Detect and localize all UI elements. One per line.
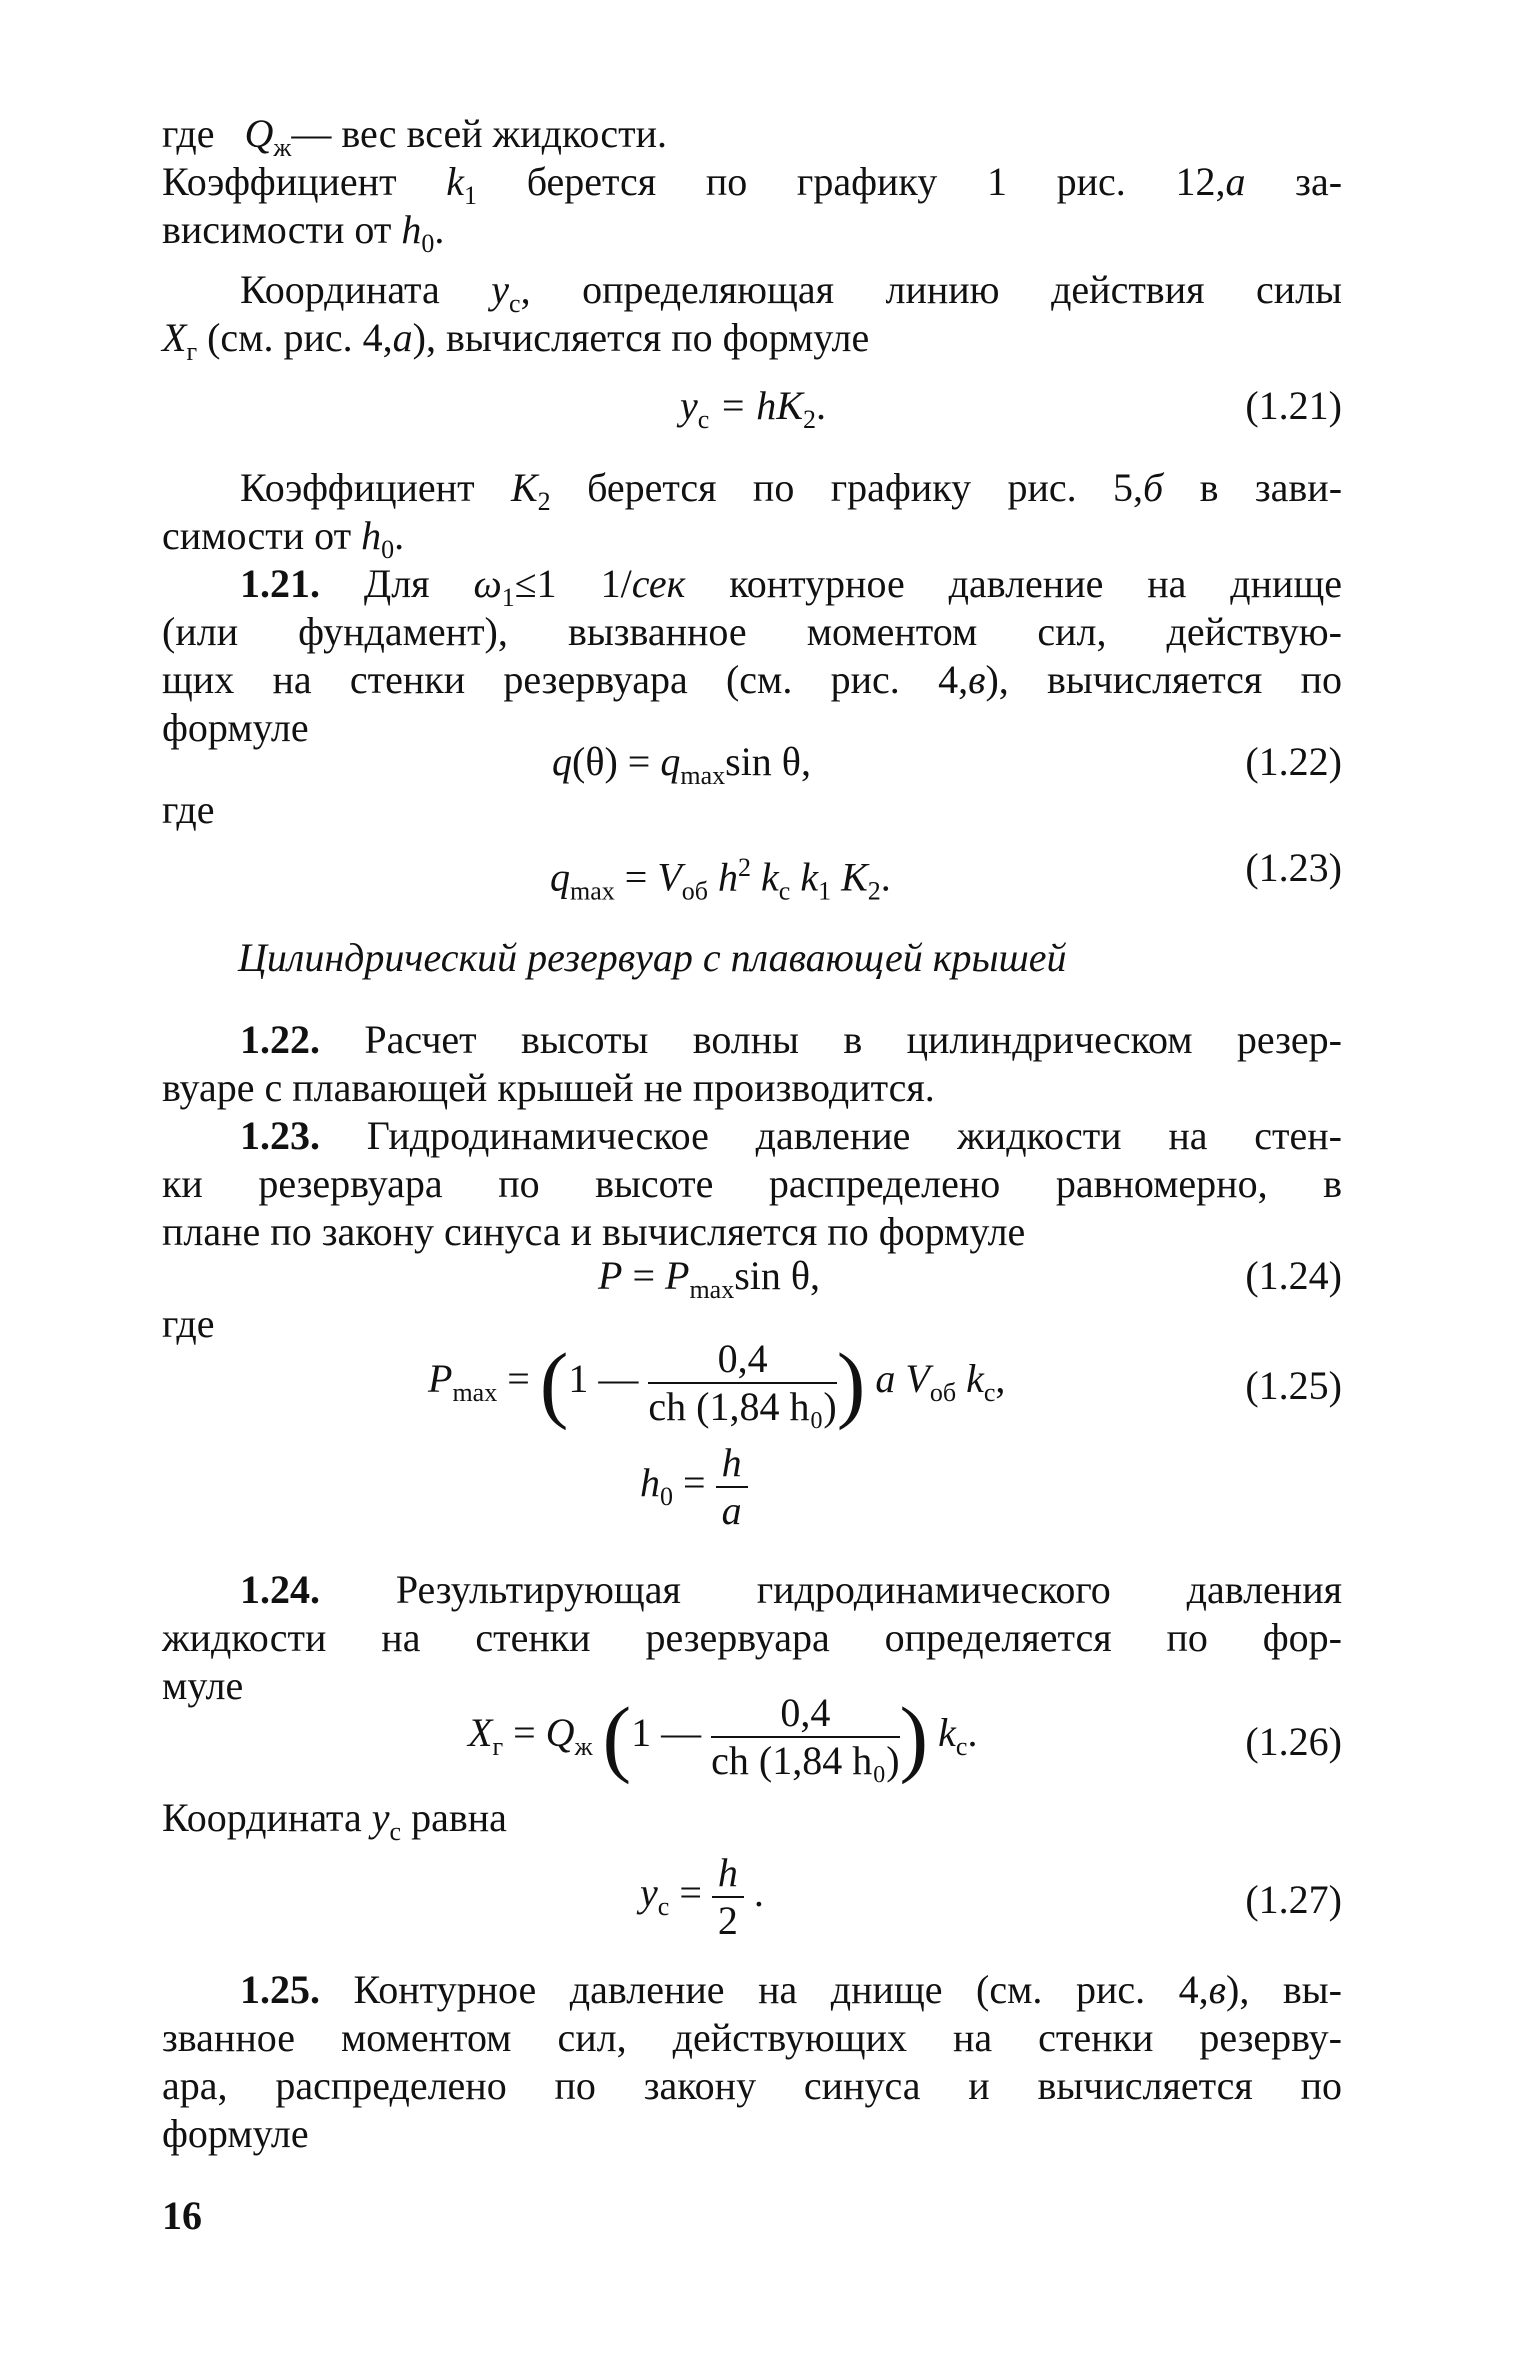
text-line: званное моментом сил, действующих на стенки резерву- [162,2015,1342,2060]
equation-number: (1.21) [1245,383,1342,428]
text-line: где [162,787,215,832]
equation: $q_{max} = V_{об}$ $h^2$ $k_c$ $k_1$ $K_2$. [550,853,891,906]
equation-number: (1.23) [1245,845,1342,890]
equation: $q(\theta) = q_{max}\sin$ θ, [552,739,811,790]
equation-number: (1.26) [1245,1719,1342,1764]
text-line: где [162,1301,215,1346]
text-line: вуаре с плавающей крышей не производится. [162,1065,935,1110]
text-line: ки резервуара по высоте распределено равномерно, в [162,1161,1342,1206]
text-line: 1.25. Контурное давление на днище (см. рис. 4,в), вы- [240,1967,1342,2012]
text-line: 1.24. Результирующая гидродинамического давления [240,1567,1342,1612]
text-line: 1.21. Для $\omega_1\le 1$ 1/сек контурное давление на днище [240,561,1343,612]
text-line: плане по закону синуса и вычисляется по формуле [162,1209,1026,1254]
text-line: формуле [162,2111,309,2156]
text-line: жидкости на стенки резервуара определяется по фор- [162,1615,1342,1660]
equation-number: (1.22) [1245,739,1342,784]
text-line: щих на стенки резервуара (см. рис. 4,в), вычисляется по [162,657,1342,702]
equation: $y_c$ = $\frac{h}{2}$ . [640,1850,764,1943]
text-line: муле [162,1663,244,1708]
text-line: ара, распределено по закону синуса и вычисляется по [162,2063,1342,2108]
text-line: симости от $h_0$. [162,513,405,564]
text-line: где $Q_ж—$ вес всей жидкости. [162,111,668,162]
equation: $P_{max} = (1$ — $\frac{0,4}{\text{ch (1,84 h₀)}}$ ) a $V_{об}$ $k_c$, [428,1335,1006,1431]
page-number: 16 [162,2193,202,2238]
text-line: Координата $y_c$ равна [162,1795,507,1846]
equation: $y_c = hK_2$. [680,383,826,434]
text-line: Коэффициент $K_2$ берется по графику рис. 5,б в зави- [240,465,1343,516]
text-line: Координата $y_c$, определяющая линию действия силы [240,267,1342,318]
equation: $X_г = Q_ж$ (1 — $\frac{0,4}{\text{ch (1,84 h₀)}}$ ) $k_c$. [468,1689,978,1785]
text-line: висимости от $h_0$. [162,207,445,258]
text-line: 1.23. Гидродинамическое давление жидкости на стен- [240,1113,1342,1158]
text-line: Коэффициент $k_1$ берется по графику 1 рис. 12,а за- [162,159,1343,210]
equation-number: (1.25) [1245,1363,1342,1408]
equation: $P = P_{max}\sin$ θ, [598,1253,821,1304]
equation-number: (1.24) [1245,1253,1342,1298]
text-line: формуле [162,705,309,750]
text-line: $X_г$ (см. рис. 4,а), вычисляется по формуле [162,315,870,366]
section-heading: Цилиндрический резервуар с плавающей крышей [238,935,1067,980]
equation: $h_0$ = $\frac{h}{a}$ [640,1440,748,1534]
text-line: 1.22. Расчет высоты волны в цилиндрическом резер- [240,1017,1343,1062]
text-line: (или фундамент), вызванное моментом сил, действую- [162,609,1342,654]
equation-number: (1.27) [1245,1877,1342,1922]
